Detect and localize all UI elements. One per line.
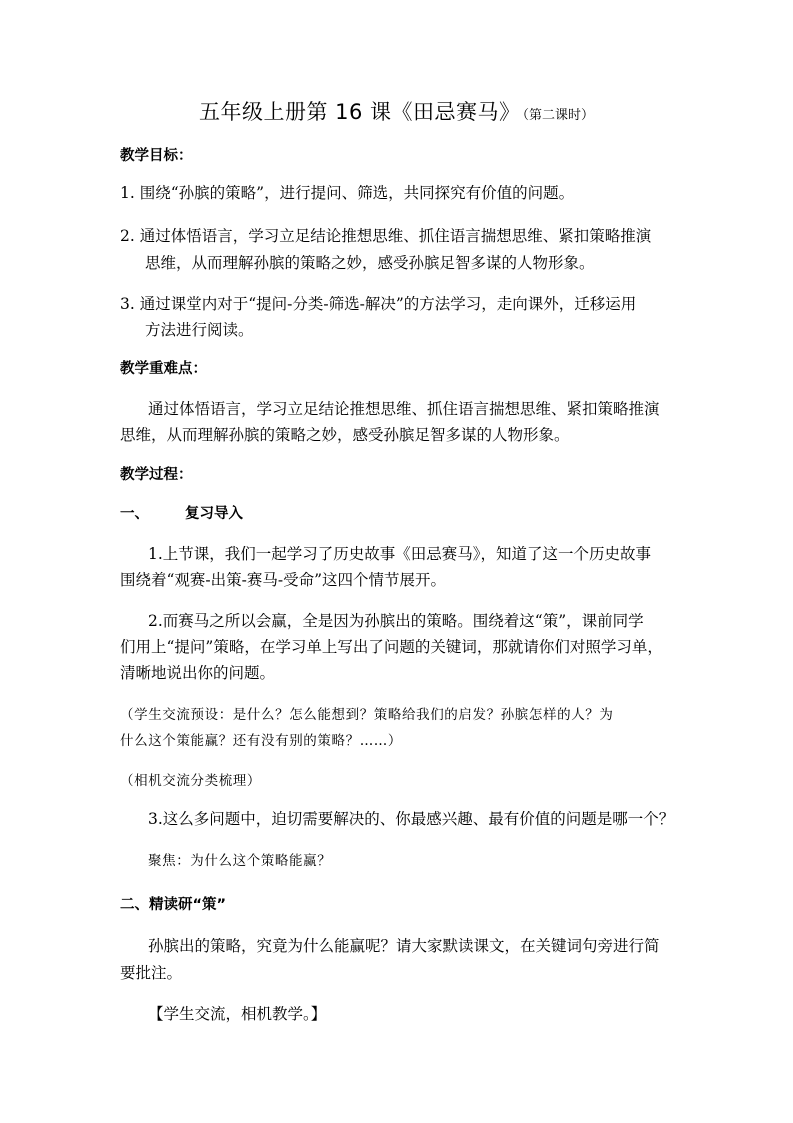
section-1-heading	[120, 502, 243, 523]
key-points-line-2: 思维，从而理解孙膑的策略之妙，感受孙膑足智多谋的人物形象。	[120, 426, 570, 444]
section-1-paragraph-2-line-1: 2.而赛马之所以会赢，全是因为孙膑出的策略。围绕着这“策”，课前同学	[148, 612, 644, 630]
student-discussion-note-line-1: （学生交流预设：是什么？怎么能想到？策略给我们的启发？孙膑怎样的人？为	[120, 707, 614, 723]
objective-1: 1. 围绕“孙膑的策略”，进行提问、筛选，共同探究有价值的问题。	[120, 184, 575, 202]
objective-3-line-1: 3. 通过课堂内对于“提问-分类-筛选-解决”的方法学习，走向课外，迁移运用	[120, 295, 637, 313]
key-points-line-1: 通过体悟语言，学习立足结论推想思维、抓住语言揣想思维、紧扣策略推演	[148, 400, 660, 418]
section-1-paragraph-2-line-2: 们用上“提问”策略，在学习单上写出了问题的关键词，那就请你们对照学习单，	[120, 638, 663, 656]
section-2-heading: 二、精读研“策”	[120, 897, 227, 913]
objectives-heading: 教学目标：	[120, 148, 193, 164]
page-title	[0, 96, 793, 126]
objective-2-line-2: 思维，从而理解孙膑的策略之妙，感受孙膑足智多谋的人物形象。	[145, 254, 595, 272]
title-subtitle: （第二课时）	[522, 108, 595, 123]
key-points-heading: 教学重难点：	[120, 361, 207, 377]
section-2-paragraph-2: 【学生交流，相机教学。】	[148, 1005, 327, 1023]
section-1-paragraph-3: 3.这么多问题中，迫切需要解决的、你最感兴趣、最有价值的问题是哪一个？	[148, 810, 675, 828]
section-2-paragraph-1-line-1: 孙膑出的策略，究竟为什么能赢呢？请大家默读课文，在关键词句旁进行简	[148, 937, 660, 955]
focus-question: 聚焦：为什么这个策略能赢？	[148, 853, 332, 869]
student-discussion-note-line-2: 什么这个策能赢？还有没有别的策略？……）	[120, 733, 402, 749]
section-1-paragraph-1-line-2: 围绕着“观赛-出策-赛马-受命”这四个情节展开。	[120, 571, 447, 589]
section-2-paragraph-1-line-2: 要批注。	[120, 964, 183, 982]
section-1-number: 一、	[120, 506, 149, 522]
objective-2-line-1: 2. 通过体悟语言，学习立足结论推想思维、抓住语言揣想思维、紧扣策略推演	[120, 227, 652, 245]
classification-note: （相机交流分类梳理）	[120, 773, 261, 789]
objective-3-line-2: 方法进行阅读。	[145, 321, 254, 339]
process-heading: 教学过程：	[120, 467, 193, 483]
section-1-paragraph-1-line-1: 1.上节课，我们一起学习了历史故事《田忌赛马》，知道了这一个历史故事	[148, 545, 652, 563]
title-main: 五年级上册第 16 课《田忌赛马》	[198, 100, 521, 124]
section-1-paragraph-2-line-3: 清晰地说出你的问题。	[120, 664, 276, 682]
section-1-title: 复习导入	[185, 506, 243, 522]
